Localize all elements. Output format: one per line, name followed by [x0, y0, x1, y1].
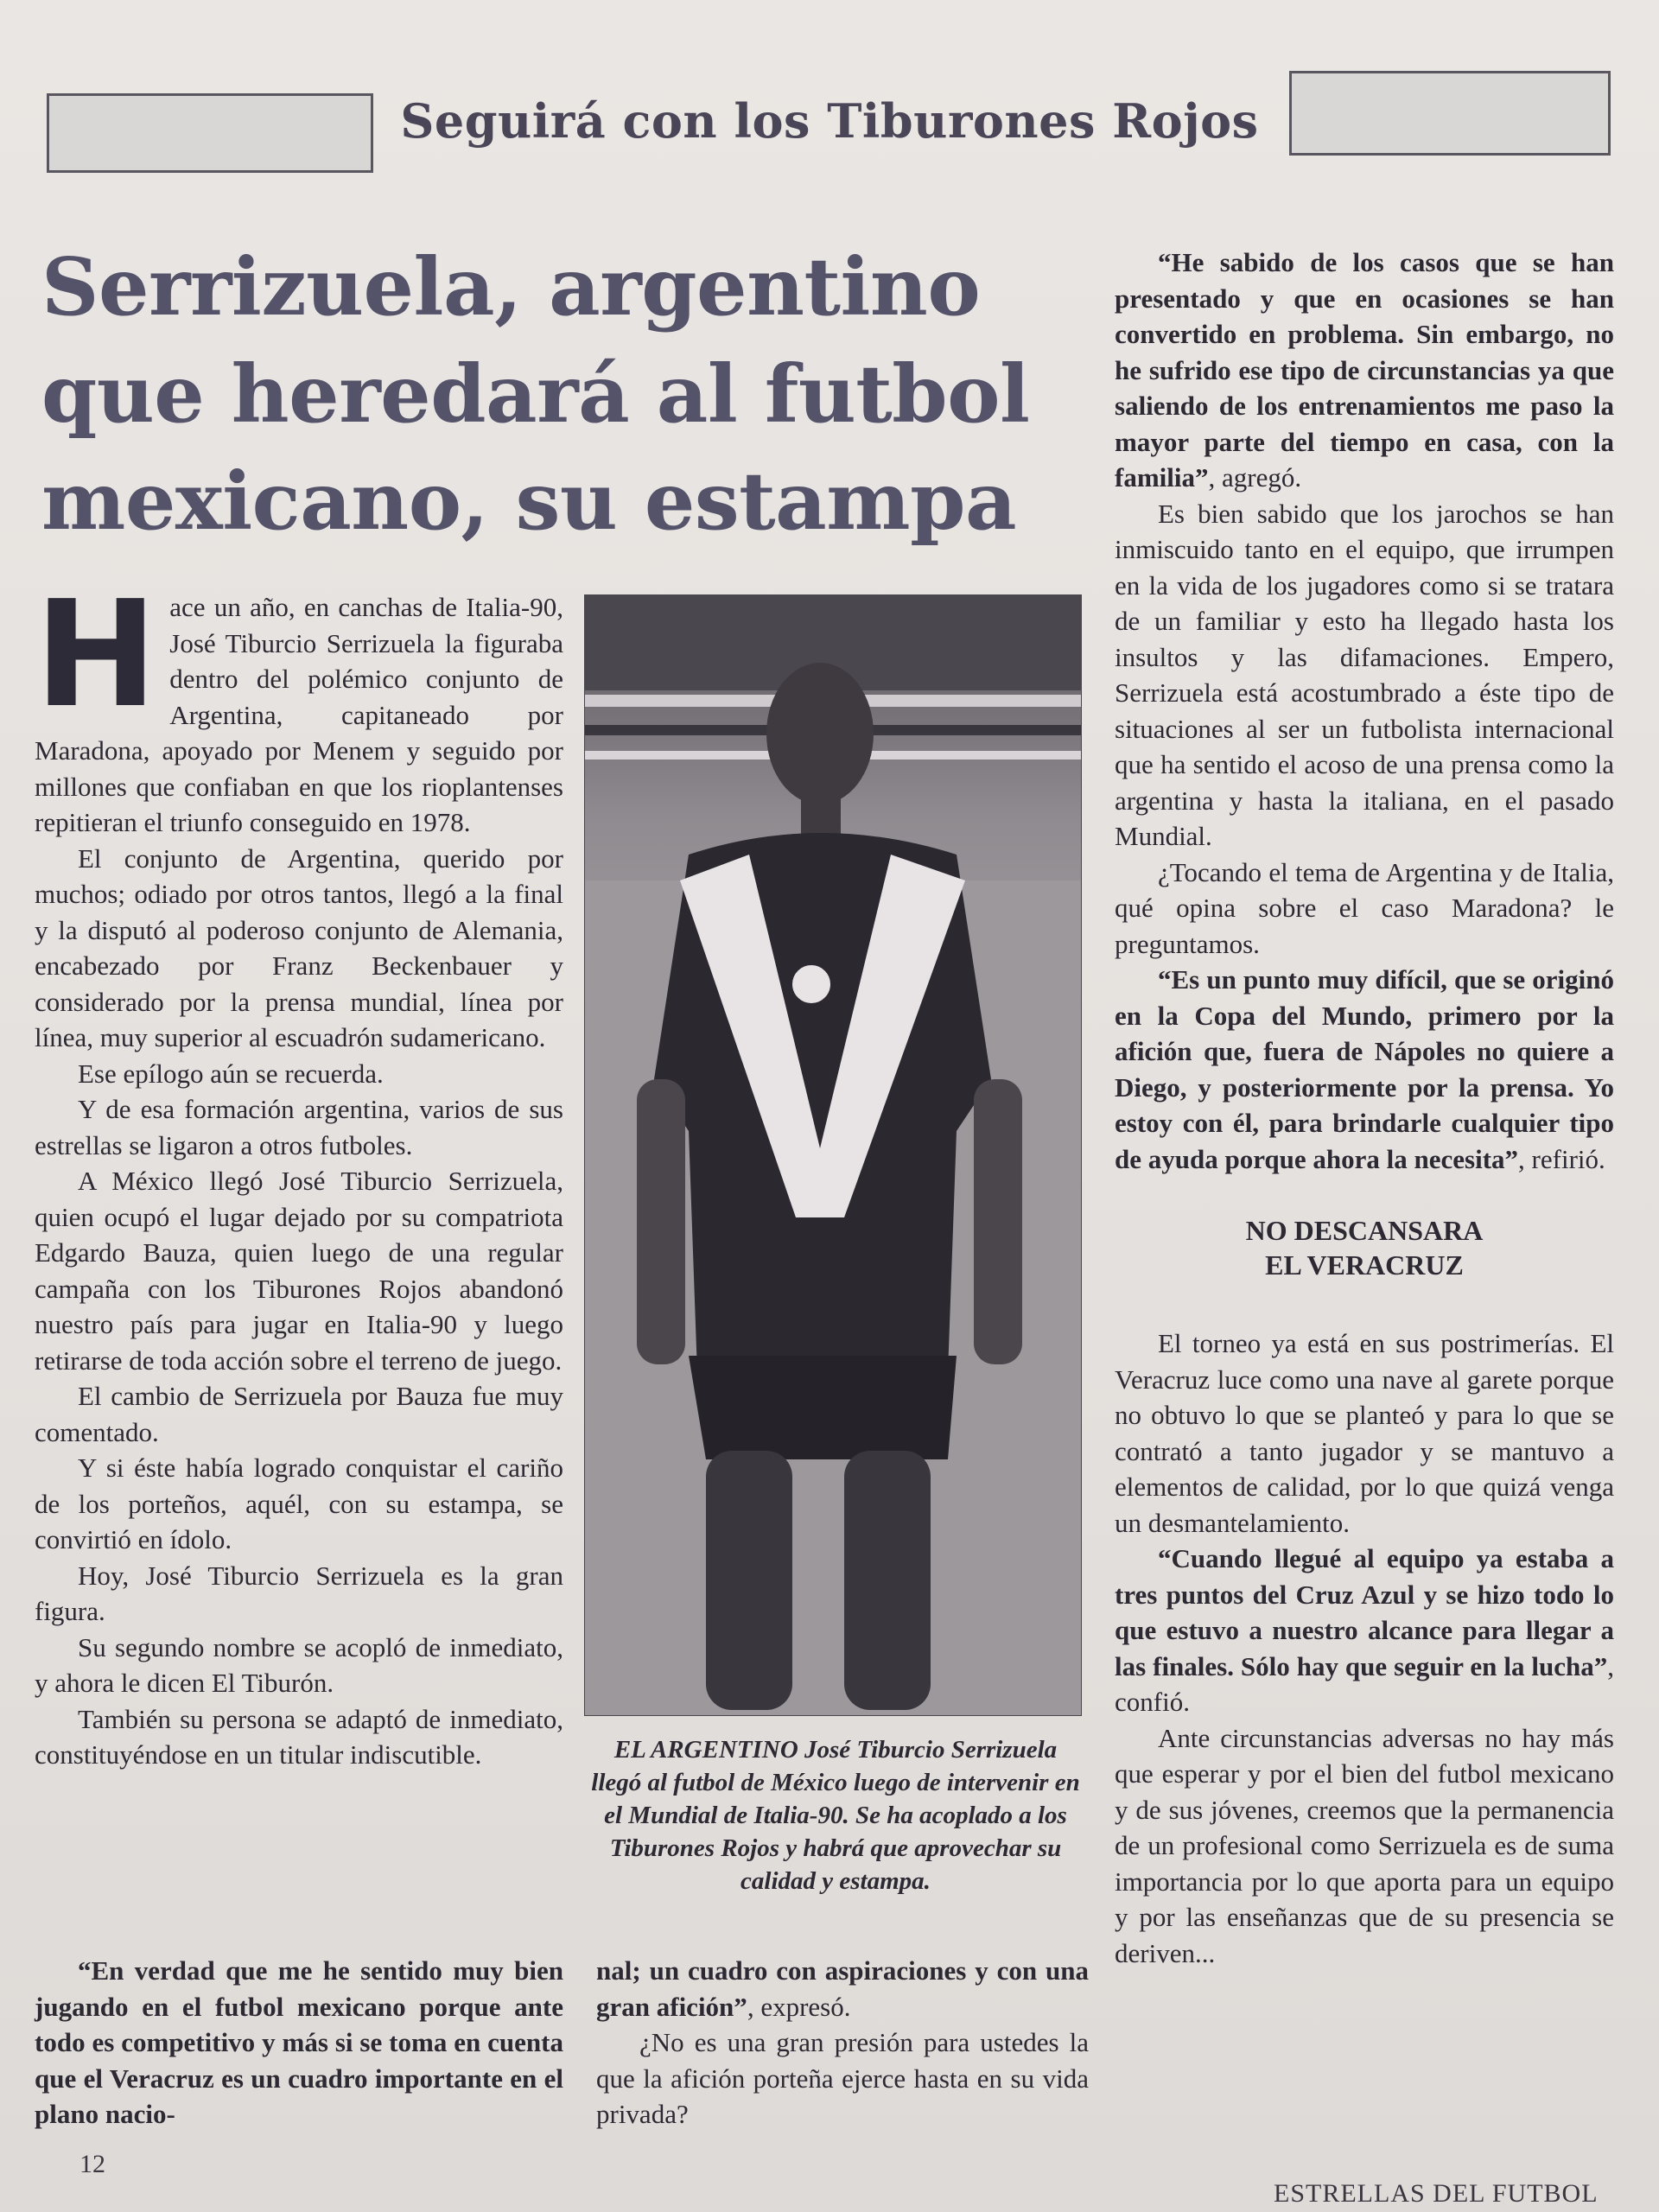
headline-line: mexicano, su estampa: [41, 454, 1017, 548]
magazine-footer: ESTRELLAS DEL FUTBOL: [1274, 2179, 1599, 2208]
paragraph: Y de esa formación argentina, varios de sus estrellas se ligaron a otros futboles.: [35, 1094, 563, 1160]
article-column-1-bottom: [35, 1953, 563, 2133]
section-subhead: NO DESCANSARA EL VERACRUZ: [1245, 1215, 1484, 1281]
kicker-box-left: [47, 93, 373, 173]
quote-paragraph: “Cuando llegué al equipo ya estaba a tres puntos del Cruz Azul y se hizo todo lo que estuvo a nuestro alcance para llegar a las finales. Sólo hay que seguir en la lucha”, confió.: [1115, 1543, 1614, 1717]
quote-paragraph: “En verdad que me he sentido muy bien jugando en el futbol mexicano porque ante todo es competitivo y más si se toma en cuenta que el Veracruz es un cuadro importante en el plano nacio-: [35, 1955, 563, 2129]
paragraph: Hace un año, en canchas de Italia-90, José Tiburcio Serrizuela la figuraba dentro del polémico conjunto de Argentina, capitaneado por Maradona, apoyado por Menem y seguido por millones que confiaban en que los rioplantenses repitieran el triunfo conseguido en 1978.: [35, 569, 563, 837]
player-photo: [584, 594, 1082, 1716]
paragraph: Y si éste había logrado conquistar el cariño de los porteños, aquél, con su estampa, se convirtió en ídolo.: [35, 1452, 563, 1554]
paragraph: Hoy, José Tiburcio Serrizuela es la gran figura.: [35, 1560, 563, 1626]
paragraph: ¿No es una gran presión para ustedes la que la afición porteña ejerce hasta en su vida privada?: [596, 2027, 1089, 2129]
paragraph: Ese epílogo aún se recuerda.: [78, 1058, 384, 1089]
kicker-title: Seguirá con los Tiburones Rojos: [400, 93, 1259, 149]
player-photo-illustration: [585, 595, 1081, 1715]
paragraph: El torneo ya está en sus postrimerías. El Veracruz luce como una nave al garete porque no obtuvo lo que se planteó y para lo que se contrató a tanto jugador y se mantuvo a elementos de calidad, por lo que quizá venga un desmantelamiento.: [1115, 1328, 1614, 1538]
headline: [41, 233, 1096, 555]
paragraph: El conjunto de Argentina, querido por muchos; odiado por otros tantos, llegó a la final y la disputó al poderoso conjunto de Alemania, encabezado por Franz Beckenbauer y considerado por la prensa mundial, línea por línea, muy superior al escuadrón sudamericano.: [35, 842, 563, 1052]
page-number: 12: [79, 2150, 105, 2178]
paragraph: Ante circunstancias adversas no hay más que esperar y por el bien del futbol mexicano y de sus jóvenes, creemos que la permanencia de un profesional como Serrizuela es de suma importancia por lo que aporta para un equipo y por las enseñanzas que de su presencia se deriven...: [1115, 1722, 1614, 1968]
paragraph: ¿Tocando el tema de Argentina y de Italia, qué opina sobre el caso Maradona? le preguntamos.: [1115, 856, 1614, 959]
quote-paragraph: “He sabido de los casos que se han presentado y que en ocasiones se han convertido en problema. Sin embargo, no he sufrido ese tipo de circunstancias ya que saliendo de los entrenamientos me paso la mayor parte del tiempo en casa, con la familia”, agregó.: [1115, 247, 1614, 493]
quote-paragraph: “Es un punto muy difícil, que se originó en la Copa del Mundo, primero por la afición que, fuera de Nápoles no quiere a Diego, y posteriormente por la prensa. Yo estoy con él, para brindarle cualquier tipo de ayuda porque ahora la necesita”, refirió.: [1115, 964, 1614, 1174]
kicker-box-right: [1289, 71, 1611, 156]
paragraph: Es bien sabido que los jarochos se han inmiscuido tanto en el equipo, que irrumpen en la vida de los jugadores como si se tratara de un familiar y esto ha llegado hasta los insultos y las difamaciones. Empero, Serrizuela está acostumbrado a éste tipo de situaciones al ser un futbolista internacional que ha sentido el acoso de una prensa como la argentina y hasta la italiana, en el pasado Mundial.: [1115, 498, 1614, 851]
article-column-3: [1115, 245, 1614, 1971]
article-column-1: [35, 569, 563, 1773]
paragraph: El cambio de Serrizuela por Bauza fue muy comentado.: [35, 1381, 563, 1447]
paragraph: Su segundo nombre se acopló de inmediato, y ahora le dicen El Tiburón.: [35, 1631, 563, 1698]
quote-paragraph: nal; un cuadro con aspiraciones y con una gran afición”, expresó.: [596, 1955, 1089, 2022]
article-column-2-bottom: [596, 1953, 1089, 2133]
drop-cap: H: [35, 569, 158, 741]
headline-line: Serrizuela, argentino: [41, 240, 981, 334]
photo-caption: EL ARGENTINO José Tiburcio Serrizuela llegó al futbol de México luego de intervenir en el Mundial de Italia-90. Se ha acoplado a los Tiburones Rojos y habrá que aprovechar su calidad y estampa.: [591, 1736, 1080, 1895]
paragraph: A México llegó José Tiburcio Serrizuela, quien ocupó el lugar dejado por su compatriota Edgardo Bauza, quien luego de una regular campaña con los Tiburones Rojos abandonó nuestro país para jugar en Italia-90 y luego retirarse de toda acción sobre el terreno de juego.: [35, 1166, 563, 1376]
headline-line: que heredará al futbol: [41, 347, 1030, 441]
paragraph: También su persona se adaptó de inmediato, constituyéndose en un titular indiscutible.: [35, 1703, 563, 1770]
